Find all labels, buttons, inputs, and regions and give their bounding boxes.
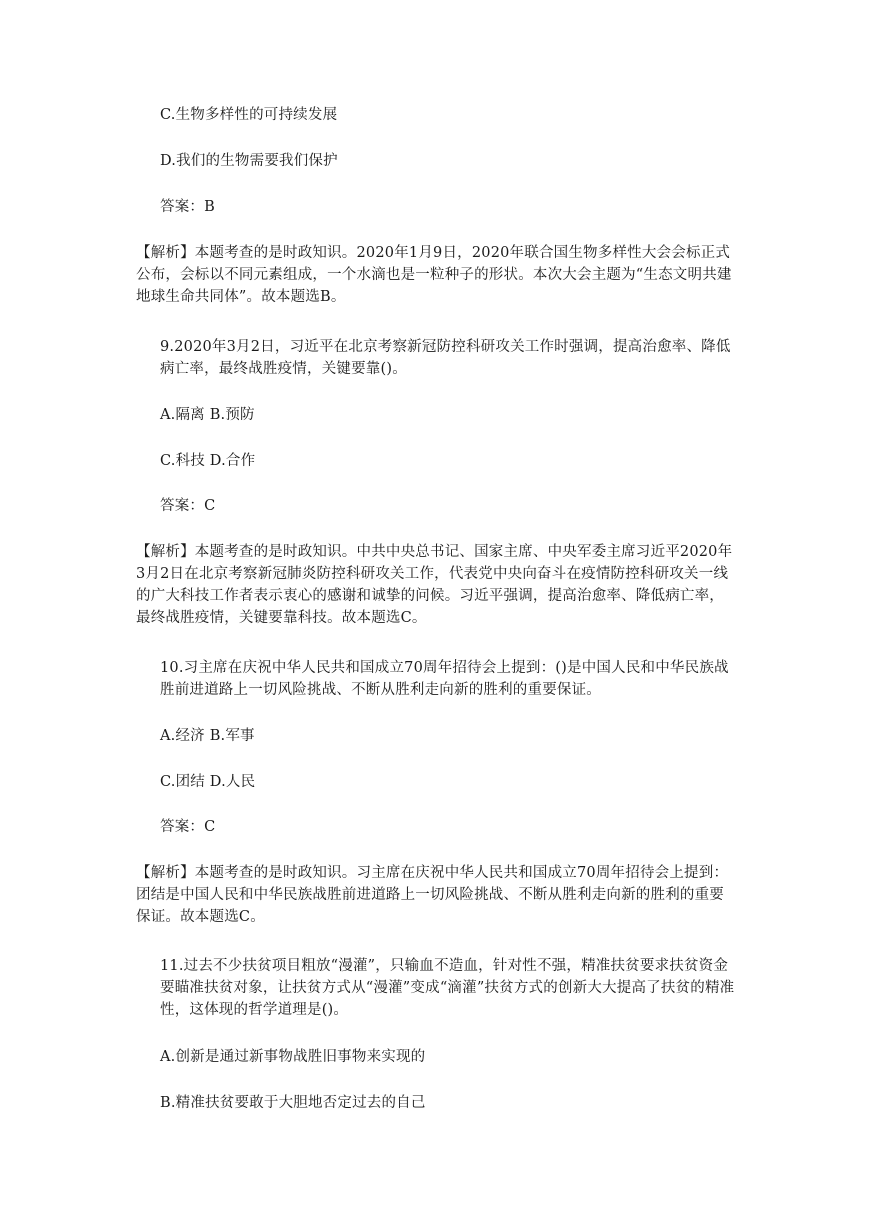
answer-q8: 答案：B bbox=[160, 199, 215, 215]
question-10: 10.习主席在庆祝中华人民共和国成立70周年招待会上提到：()是中国人民和中华民族战胜前进道路上一切风险挑战、不断从胜利走向新的胜利的重要保证。 bbox=[160, 660, 729, 698]
explanation-q10: 【解析】本题考查的是时政知识。习主席在庆祝中华人民共和国成立70周年招待会上提到：团结是中国人民和中华民族战胜前进道路上一切风险挑战、不断从胜利走向新的胜利的重要保证。故本题选C。 bbox=[136, 865, 729, 925]
option-c-q8: C.生物多样性的可持续发展 bbox=[160, 107, 338, 123]
answer-q9: 答案：C bbox=[160, 498, 216, 514]
explanation-q8: 【解析】本题考查的是时政知识。2020年1月9日，2020年联合国生物多样性大会会标正式公布，会标以不同元素组成，一个水滴也是一粒种子的形状。本次大会主题为“生态文明共建地球生命共同体”。故本题选B。 bbox=[136, 245, 732, 305]
options-ab-q10: A.经济 B.军事 bbox=[160, 728, 255, 744]
answer-q10: 答案：C bbox=[160, 819, 216, 835]
options-cd-q9: C.科技 D.合作 bbox=[160, 453, 256, 469]
options-ab-q9: A.隔离 B.预防 bbox=[160, 407, 255, 423]
explanation-q9: 【解析】本题考查的是时政知识。中共中央总书记、国家主席、中央军委主席习近平2020年3月2日在北京考察新冠肺炎防控科研攻关工作，代表党中央向奋斗在疫情防控科研攻关一线的广大科技工作者表示衷心的感谢和诚挚的问候。习近平强调，提高治愈率、降低病亡率，最终战胜疫情，关键要靠科技。故本题选C。 bbox=[136, 544, 733, 626]
question-11: 11.过去不少扶贫项目粗放“漫灌”，只输血不造血，针对性不强，精准扶贫要求扶贫资金要瞄准扶贫对象，让扶贫方式从“漫灌”变成“滴灌”扶贫方式的创新大大提高了扶贫的精准性，这体现的哲学道理是()。 bbox=[160, 958, 735, 1018]
option-d-q8: D.我们的生物需要我们保护 bbox=[160, 153, 338, 169]
question-9: 9.2020年3月2日，习近平在北京考察新冠防控科研攻关工作时强调，提高治愈率、降低病亡率，最终战胜疫情，关键要靠()。 bbox=[160, 339, 731, 377]
options-cd-q10: C.团结 D.人民 bbox=[160, 774, 256, 790]
option-a-q11: A.创新是通过新事物战胜旧事物来实现的 bbox=[160, 1049, 426, 1065]
option-b-q11: B.精准扶贫要敢于大胆地否定过去的自己 bbox=[160, 1095, 426, 1111]
